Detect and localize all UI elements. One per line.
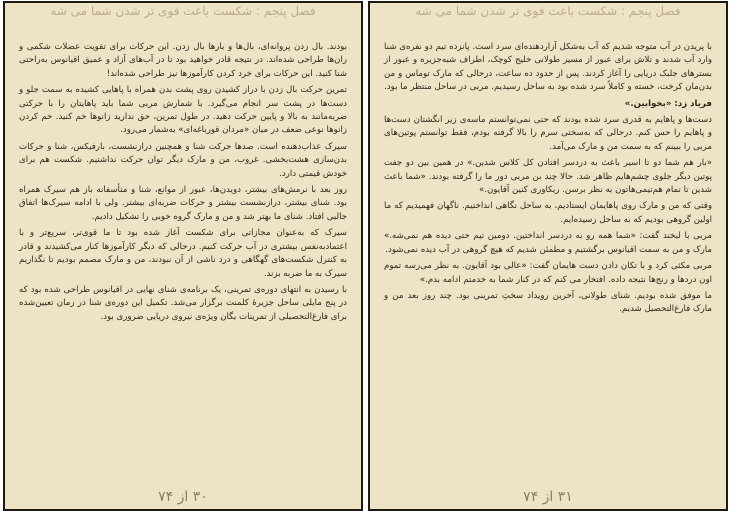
- paragraph: دست‌ها و پاهایم به قدری سرد شده بودند که حتی نمی‌توانستم ماسه‌ی زیر انگشتان دست‌ها و پاهایم را حس کنم. درحالی که به‌سختی سرم را بالا گرفته بودم، فقط توانستم پوتین‌های مربی را ببینم که به سمت من و مارک می‌آمد.: [384, 115, 712, 152]
- paragraph: ما موفق شده بودیم. شنای طولانی، آخرین رویداد سختِ تمرینی بود. چند روز بعد من و مارک فارغ‌التحصیل شدیم.: [384, 290, 712, 315]
- paragraph-dialogue: فریاد زد: «بخوابین.»: [624, 98, 712, 109]
- page-number: ۳۱ از ۷۴: [523, 489, 573, 505]
- paragraph: سیرک عذاب‌دهنده است. صدها حرکت شنا و همچنین درازنشست، بارفیکس، شنا و حرکات بدن‌سازی هشت‌بخشی. غروب، من و مارک دیگر توان حرکت نداشتیم. شکست هم برای خودش قیمتی دارد.: [19, 141, 347, 179]
- page-number: ۳۰ از ۷۴: [158, 489, 208, 505]
- page-body-text: [384, 41, 712, 320]
- book-page-left: [3, 1, 363, 511]
- paragraph: با رسیدن به انتهای دوره‌ی تمرینی، یک برنامه‌ی شنای نهایی در اقیانوس طراحی شده بود که در پنج مایلی ساحل جزیرهٔ کلمنت برگزار می‌شد. تکمیل این دوره‌ی شنا در زمان تعیین‌شده برای فارغ‌التحصیلی از تمرینات یگان ویژه‌ی نیروی دریایی ضروری بود.: [19, 284, 347, 322]
- chapter-title: فصل پنجم : شکست باعث قوی تر شدن شما می شه: [415, 4, 681, 18]
- paragraph: وقتی که من و مارک روی پاهایمان ایستادیم، به ساحل نگاهی انداختیم. ناگهان فهمیدیم که ما اولین گروهی بودیم که به ساحل رسیده‌ایم.: [384, 201, 712, 225]
- paragraph: تمرین حرکت بال زدن با دراز کشیدن روی پشت بدن همراه با پاهایی کشیده به سمت جلو و دست‌ها در پشت سر انجام می‌گیرد. با شمارش مربی شما باید پاهایتان را با حرکتی ضربه‌مانند به بالا و پایین حرکت دهید. در طول تمرین، حق ندارید زانوها خم کنید. خم کردن زانوها نوعی ضعف در میان «مردان قورباغه‌ای» به‌شمار می‌رود.: [19, 85, 347, 136]
- paragraph: سیرک که به‌عنوان مجازاتی برای شکست آغاز شده بود تا ما قوی‌تر، سریع‌تر و با اعتماد‌به‌نفس بیشتری در آب حرکت کنیم. درحالی که دیگر کارآموزها کنار می‌کشیدند و قادر به کنترل شکست‌های گهگاهی و درد ناشی از آن نبودند، من و مارک مصمم بودیم تا نگذاریم سیرک به ما ضربه بزند.: [19, 228, 347, 279]
- paragraph: با پریدن در آب متوجه شدیم که آب به‌شکل آزاردهنده‌ای سرد است. پانزده تیم دو نفره‌ی شنا وارد آب شدند و تلاش برای عبور از مسیر طولانی خلیج کوچک، اطراف شبه‌جزیره و عبور از بسترهای جلبک دریایی را آغاز کردند. پس از حدود ده ساعت، درحالی که مارک توماس و من بدن‌مان کرخت، خسته و کاملاً سرد شده بود به ساحل رسیدیم. مربی در ساحل منتظر ما بود.: [384, 42, 712, 93]
- page-body-text: [19, 41, 347, 327]
- paragraph: بودند. بال زدن پروانه‌ای، بال‌ها و بارها بال زدن. این حرکات برای تقویت عضلات شکمی و ران‌ها طراحی شده‌اند. در نتیجه قادر خواهید بود تا در آب‌های آزاد و عمیق اقیانوس به‌راحتی شنا کنید. این حرکات برای خرد کردن کارآموزها نیز طراحی شده‌اند!: [19, 42, 347, 79]
- book-page-right: [368, 1, 728, 511]
- paragraph: مربی با لبخند گفت: «شما همه رو به دردسر انداختین. دومین تیم حتی دیده هم نمی‌شه.» مارک و من به سمت اقیانوس برگشتیم و مطمئن شدیم که هیچ گروهی در آب دیده نمی‌شود.: [384, 231, 712, 255]
- paragraph: روز بعد با نرمش‌های بیشتر، دویدن‌ها، عبور از موانع، شنا و متأسفانه باز هم سیرک همراه بود. شنای بیشتر، درازنشست بیشتر و حرکات ضربه‌ای بیشتر. ولی با ادامه سیرک‌ها اتفاق جالبی افتاد. شنای ما بهتر شد و من و مارک گروه خوبی را تشکیل دادیم.: [19, 185, 347, 222]
- paragraph: «بار هم شما دو تا اسیر باعث به دردسر افتادن کل کلاس شدین.» در همین بین دو جفت پوتین دیگر جلوی چشم‌هایم ظاهر شد. حالا چند بن مربی دور ما را گرفته بودند. «شما باعث شدین تا تمام هم‌تیمی‌هاتون به نظر برسن. ریکاوری کنین آقایون.»: [384, 158, 712, 196]
- chapter-title: فصل پنجم : شکست باعث قوی تر شدن شما می شه: [50, 4, 316, 18]
- paragraph: مربی مکثی کرد و با تکان دادن دست هایمان گفت: «عالی بود آقایون. به نظر می‌رسه تموم اون دردها و رنج‌ها نتیجه داده. افتخار می کنم که در کنار شما به خدمتم ادامه بدم.»: [384, 261, 712, 285]
